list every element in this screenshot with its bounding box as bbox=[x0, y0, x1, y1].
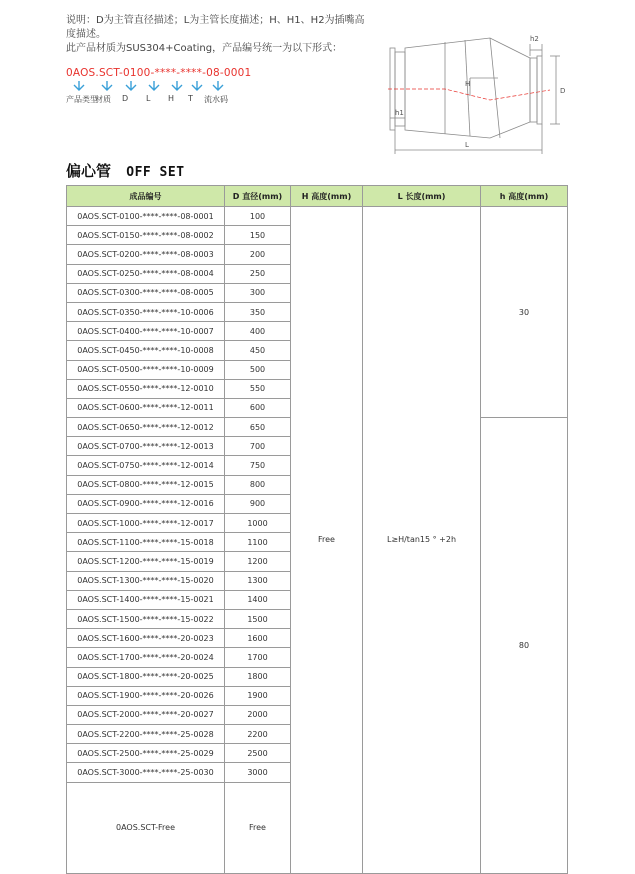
cell-code: 0AOS.SCT-1200-****-****-15-0019 bbox=[67, 552, 225, 571]
cell-diameter: 1700 bbox=[225, 648, 291, 667]
cell-diameter: 650 bbox=[225, 418, 291, 437]
cell-diameter: 750 bbox=[225, 456, 291, 475]
cell-diameter: 600 bbox=[225, 398, 291, 417]
dim-h2: h2 bbox=[530, 35, 539, 43]
cell-code: 0AOS.SCT-1600-****-****-20-0023 bbox=[67, 629, 225, 648]
cell-code: 0AOS.SCT-1300-****-****-15-0020 bbox=[67, 571, 225, 590]
cell-diameter: 2500 bbox=[225, 744, 291, 763]
cell-code: 0AOS.SCT-0800-****-****-12-0015 bbox=[67, 475, 225, 494]
cell-diameter: 400 bbox=[225, 322, 291, 341]
right-collar-shape bbox=[530, 58, 537, 122]
header-H: H 高度(mm) bbox=[291, 186, 363, 207]
header-h: h 高度(mm) bbox=[481, 186, 568, 207]
cell-code: 0AOS.SCT-0300-****-****-08-0005 bbox=[67, 283, 225, 302]
cell-code: 0AOS.SCT-1500-****-****-15-0022 bbox=[67, 609, 225, 628]
section-title-en: OFF SET bbox=[126, 165, 185, 180]
cell-code: 0AOS.SCT-0250-****-****-08-0004 bbox=[67, 264, 225, 283]
cell-code: 0AOS.SCT-2000-****-****-20-0027 bbox=[67, 705, 225, 724]
header-code: 成品编号 bbox=[67, 186, 225, 207]
cell-code: 0AOS.SCT-0600-****-****-12-0011 bbox=[67, 398, 225, 417]
cell-diameter: 350 bbox=[225, 302, 291, 321]
cell-diameter: Free bbox=[225, 782, 291, 873]
code-format-example: 0AOS.SCT-0100-****-****-08-0001 bbox=[66, 67, 252, 79]
cell-L-merged: L≥H/tan15 ° +2h bbox=[363, 207, 481, 874]
section-title-cn: 偏心管 bbox=[66, 162, 112, 180]
cell-code: 0AOS.SCT-1000-****-****-12-0017 bbox=[67, 514, 225, 533]
cell-code: 0AOS.SCT-0650-****-****-12-0012 bbox=[67, 418, 225, 437]
header-d: D 直径(mm) bbox=[225, 186, 291, 207]
cell-code: 0AOS.SCT-0450-****-****-10-0008 bbox=[67, 341, 225, 360]
spec-table bbox=[66, 185, 568, 874]
cell-diameter: 1000 bbox=[225, 514, 291, 533]
cell-code: 0AOS.SCT-0200-****-****-08-0003 bbox=[67, 245, 225, 264]
cell-diameter: 700 bbox=[225, 437, 291, 456]
code-format-label: 流水码 bbox=[204, 95, 228, 104]
down-arrow-icon bbox=[211, 80, 225, 92]
down-arrow-icon bbox=[170, 80, 184, 92]
cell-diameter: 100 bbox=[225, 207, 291, 226]
cell-h-group: 80 bbox=[481, 418, 568, 874]
dim-D: D bbox=[560, 87, 566, 95]
code-format-label: 材质 bbox=[95, 95, 111, 104]
cell-diameter: 1200 bbox=[225, 552, 291, 571]
cell-diameter: 200 bbox=[225, 245, 291, 264]
cell-code: 0AOS.SCT-1900-****-****-20-0026 bbox=[67, 686, 225, 705]
down-arrow-icon bbox=[190, 80, 204, 92]
cell-H-merged: Free bbox=[291, 207, 363, 874]
description-line-2: 度描述。 bbox=[66, 29, 106, 40]
cell-code: 0AOS.SCT-0900-****-****-12-0016 bbox=[67, 494, 225, 513]
description-line-1: 说明：D为主管直径描述；L为主管长度描述；H、H1、H2为插嘴高 bbox=[66, 15, 365, 26]
cell-diameter: 3000 bbox=[225, 763, 291, 782]
cell-code: 0AOS.SCT-1700-****-****-20-0024 bbox=[67, 648, 225, 667]
dim-H: H bbox=[465, 80, 471, 88]
cell-code: 0AOS.SCT-Free bbox=[67, 782, 225, 873]
cell-code: 0AOS.SCT-0500-****-****-10-0009 bbox=[67, 360, 225, 379]
code-format-label: D bbox=[122, 94, 129, 103]
cell-code: 0AOS.SCT-2500-****-****-25-0029 bbox=[67, 744, 225, 763]
code-format-label: L bbox=[146, 94, 151, 103]
cell-code: 0AOS.SCT-0100-****-****-08-0001 bbox=[67, 207, 225, 226]
cell-diameter: 1100 bbox=[225, 533, 291, 552]
cell-diameter: 900 bbox=[225, 494, 291, 513]
cell-code: 0AOS.SCT-1100-****-****-15-0018 bbox=[67, 533, 225, 552]
header-L: L 长度(mm) bbox=[363, 186, 481, 207]
cell-code: 0AOS.SCT-1800-****-****-20-0025 bbox=[67, 667, 225, 686]
dim-L: L bbox=[465, 141, 469, 149]
center-line-shape bbox=[388, 89, 550, 100]
down-arrow-icon bbox=[100, 80, 114, 92]
cell-code: 0AOS.SCT-3000-****-****-25-0030 bbox=[67, 763, 225, 782]
cell-diameter: 1500 bbox=[225, 609, 291, 628]
cell-code: 0AOS.SCT-0350-****-****-10-0006 bbox=[67, 302, 225, 321]
code-format-label: H bbox=[168, 94, 175, 103]
section-title bbox=[66, 160, 185, 181]
cell-diameter: 1600 bbox=[225, 629, 291, 648]
cell-code: 0AOS.SCT-0400-****-****-10-0007 bbox=[67, 322, 225, 341]
code-format-label: 产品类型 bbox=[66, 95, 98, 104]
cell-diameter: 800 bbox=[225, 475, 291, 494]
cell-diameter: 250 bbox=[225, 264, 291, 283]
description-line-3: 此产品材质为SUS304+Coating，产品编号统一为以下形式： bbox=[66, 43, 343, 54]
description bbox=[66, 14, 366, 56]
cell-code: 0AOS.SCT-0150-****-****-08-0002 bbox=[67, 226, 225, 245]
down-arrow-icon bbox=[72, 80, 86, 92]
down-arrow-icon bbox=[147, 80, 161, 92]
code-format-label: T bbox=[188, 94, 193, 103]
cell-h-group: 30 bbox=[481, 207, 568, 418]
cell-diameter: 1400 bbox=[225, 590, 291, 609]
cell-diameter: 2000 bbox=[225, 705, 291, 724]
offset-pipe-diagram bbox=[370, 30, 575, 160]
cell-diameter: 500 bbox=[225, 360, 291, 379]
cell-code: 0AOS.SCT-0750-****-****-12-0014 bbox=[67, 456, 225, 475]
cell-code: 0AOS.SCT-1400-****-****-15-0021 bbox=[67, 590, 225, 609]
cell-code: 0AOS.SCT-0550-****-****-12-0010 bbox=[67, 379, 225, 398]
table-header-row bbox=[67, 186, 568, 207]
cell-diameter: 1800 bbox=[225, 667, 291, 686]
cell-diameter: 1900 bbox=[225, 686, 291, 705]
cell-diameter: 300 bbox=[225, 283, 291, 302]
cell-diameter: 150 bbox=[225, 226, 291, 245]
cell-code: 0AOS.SCT-0700-****-****-12-0013 bbox=[67, 437, 225, 456]
down-arrow-icon bbox=[124, 80, 138, 92]
table-row bbox=[67, 207, 568, 226]
right-flange-shape bbox=[537, 56, 542, 124]
cell-diameter: 550 bbox=[225, 379, 291, 398]
cell-diameter: 2200 bbox=[225, 725, 291, 744]
cell-diameter: 450 bbox=[225, 341, 291, 360]
cell-code: 0AOS.SCT-2200-****-****-25-0028 bbox=[67, 725, 225, 744]
dim-h1: h1 bbox=[395, 109, 404, 117]
cell-diameter: 1300 bbox=[225, 571, 291, 590]
